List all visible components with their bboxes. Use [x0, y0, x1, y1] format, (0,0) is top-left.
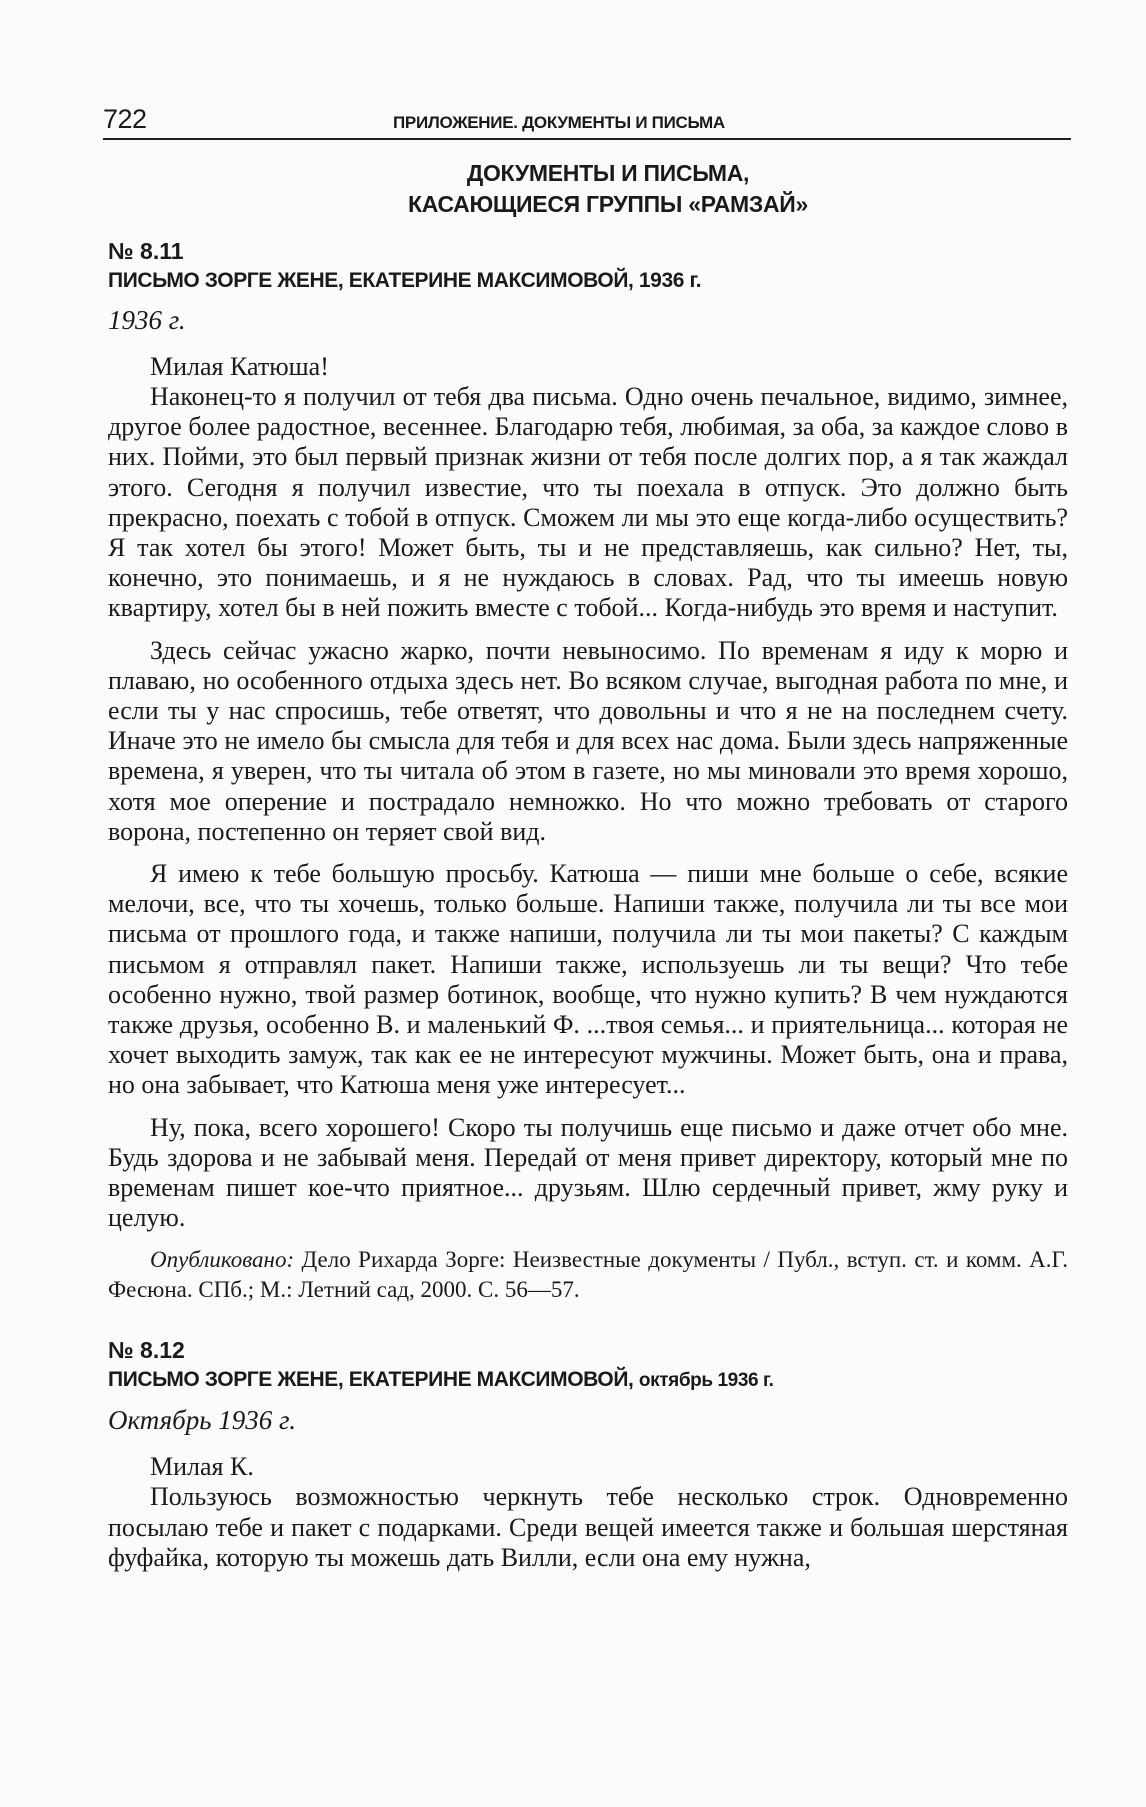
document-8-11 — [108, 236, 1068, 1305]
publication-source: Дело Рихарда Зорге: Неизвестные документы / Публ., вступ. ст. и комм. А.Г. Фесюна. СПб.; М.: Летний сад, 2000. С. 56—57. — [108, 1247, 1068, 1303]
document-date: Октябрь 1936 г. — [108, 1405, 296, 1436]
section-heading — [148, 158, 1068, 220]
letter-paragraph: Пользуюсь возможностью черкнуть тебе несколько строк. Одновременно посылаю тебе и пакет с подарками. Среди вещей имеется также и большая шерстяная фуфайка, которую ты можешь дать Вилли, если она ему нужна, — [108, 1482, 1068, 1572]
letter-paragraph: Здесь сейчас ужасно жарко, почти невыносимо. По временам я иду к морю и плаваю, но особенного отдыха здесь нет. Во всяком случае, выгодная работа по мне, и если ты у нас спросишь, тебе ответят, что довольны и что я не на последнем счету. Иначе это не имело бы смысла для тебя и для всех нас дома. Были здесь напряженные времена, я уверен, что ты читала об этом в газете, но мы миновали это время хорошо, хотя мое оперение и пострадало немножко. Но что можно требовать от старого ворона, постепенно он теряет свой вид. — [108, 635, 1068, 846]
section-heading-line-2: КАСАЮЩИЕСЯ ГРУППЫ «РАМЗАЙ» — [407, 191, 809, 217]
running-header — [103, 104, 1071, 140]
document-8-12 — [108, 1335, 1068, 1573]
publication-label: Опубликовано: — [150, 1247, 295, 1273]
document-number: № 8.12 — [108, 1337, 185, 1364]
page-number: 722 — [103, 104, 147, 134]
section-heading-line-1: ДОКУМЕНТЫ И ПИСЬМА, — [466, 160, 750, 186]
publication-note — [108, 1245, 1068, 1305]
document-title-main: ПИСЬМО ЗОРГЕ ЖЕНЕ, ЕКАТЕРИНЕ МАКСИМОВОЙ, — [108, 1368, 639, 1392]
document-number: № 8.11 — [108, 238, 184, 264]
document-title-date: октябрь 1936 г. — [638, 1370, 774, 1392]
letter-paragraph: Я имею к тебе большую просьбу. Катюша — пиши мне больше о себе, всякие мелочи, все, что ты хочешь, только больше. Напиши также, получила ли ты все мои письма от прошлого года, и также напиши, получила ли ты мои пакеты? С каждым письмом я отправлял пакет. Напиши также, используешь ли ты вещи? Что тебе особенно нужно, твой размер ботинок, вообще, что нужно купить? В чем нуждаются также друзья, особенно В. и маленький Ф. ...твоя семья... и приятельница... которая не хочет выходить замуж, так как ее не интересуют мужчины. Может быть, она и права, но она забывает, что Катюша меня уже интересует... — [108, 859, 1068, 1100]
document-date: 1936 г. — [108, 305, 186, 335]
document-title — [108, 1365, 1068, 1396]
letter-salutation: Милая К. — [150, 1452, 254, 1482]
letter-paragraph: Наконец-то я получил от тебя два письма. Одно очень печальное, видимо, зимнее, другое более радостное, весеннее. Благодарю тебя, любимая, за оба, за каждое слово в них. Пойми, это был первый признак жизни от тебя после долгих пор, а я так жаждал этого. Сегодня я получил известие, что ты поехала в отпуск. Это должно быть прекрасно, поехать с тобой в отпуск. Сможем ли мы это еще когда-либо осуществить? Я так хотел бы этого! Может быть, ты и не представляешь, как сильно? Нет, ты, конечно, это понимаешь, и я не нуждаюсь в словах. Рад, что ты имеешь новую квартиру, хотел бы в ней пожить вместе с тобой... Когда-нибудь это время и наступит. — [108, 382, 1068, 623]
document-title: ПИСЬМО ЗОРГЕ ЖЕНЕ, ЕКАТЕРИНЕ МАКСИМОВОЙ, 1936 г. — [108, 269, 702, 292]
letter-salutation: Милая Катюша! — [150, 352, 329, 381]
page-content — [108, 150, 1068, 1585]
running-title: ПРИЛОЖЕНИЕ. ДОКУМЕНТЫ И ПИСЬМА — [393, 113, 725, 132]
letter-paragraph: Ну, пока, всего хорошего! Скоро ты получишь еще письмо и даже отчет обо мне. Будь здорова и не забывай меня. Передай от меня привет директору, который мне по временам пишет кое-что приятное... друзьям. Шлю сердечный привет, жму руку и целую. — [108, 1112, 1068, 1233]
